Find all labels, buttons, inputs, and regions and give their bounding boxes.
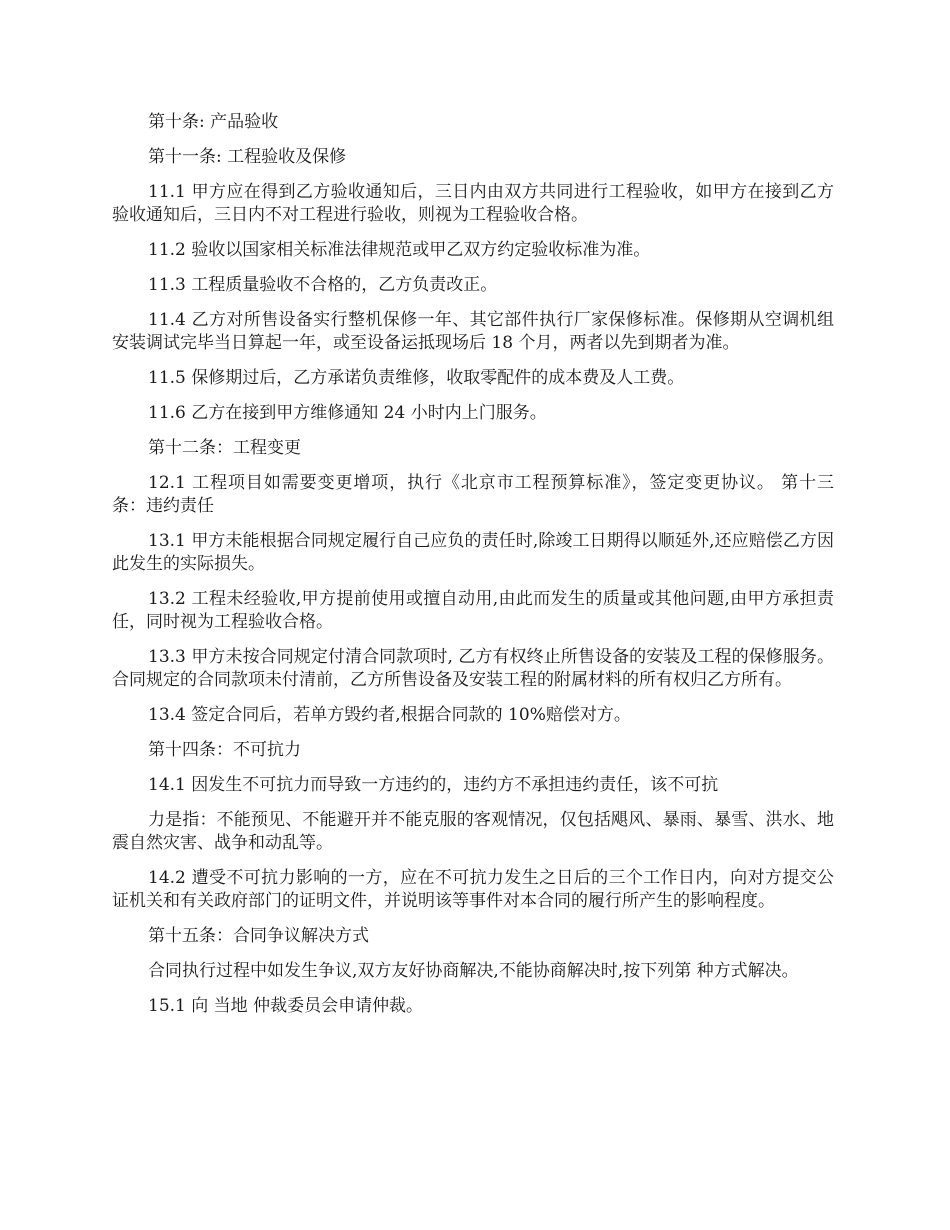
clause-13-1: 13.1 甲方未能根据合同规定履行自己应负的责任时,除竣工日期得以顺延外,还应赔偿乙方因此发生的实际损失。 — [112, 531, 834, 574]
clause-11-1: 11.1 甲方应在得到乙方验收通知后，三日内由双方共同进行工程验收，如甲方在接到乙方验收通知后，三日内不对工程进行验收，则视为工程验收合格。 — [112, 182, 834, 225]
clause-11-3: 11.3 工程质量验收不合格的，乙方负责改正。 — [148, 275, 498, 295]
document-body — [112, 111, 834, 1030]
article-12-heading: 第十二条：工程变更 — [148, 438, 301, 458]
clause-13-4: 13.4 签定合同后，若单方毁约者,根据合同款的 10%赔偿对方。 — [148, 705, 631, 725]
clause-12-1: 12.1 工程项目如需要变更增项，执行《北京市工程预算标准》，签定变更协议。 第十三条：违约责任 — [112, 473, 834, 516]
clause-11-2: 11.2 验收以国家相关标准法律规范或甲乙双方约定验收标准为准。 — [148, 240, 651, 260]
clause-15-1: 15.1 向 当地 仲裁委员会申请仲裁。 — [148, 996, 424, 1016]
clause-11-6: 11.6 乙方在接到甲方维修通知 24 小时内上门服务。 — [148, 403, 547, 423]
article-15-heading: 第十五条：合同争议解决方式 — [148, 926, 369, 946]
clause-14-1-continued: 力是指：不能预见、不能避开并不能克服的客观情况，仅包括飓风、暴雨、暴雪、洪水、地震自然灾害、战争和动乱等。 — [112, 810, 834, 853]
clause-11-4: 11.4 乙方对所售设备实行整机保修一年、其它部件执行厂家保修标准。保修期从空调机组安装调试完毕当日算起一年，或至设备运抵现场后 18 个月，两者以先到期者为准。 — [112, 310, 834, 353]
clause-14-1: 14.1 因发生不可抗力而导致一方违约的，违约方不承担违约责任，该不可抗 — [148, 775, 719, 795]
article-10-heading: 第十条: 产品验收 — [148, 112, 279, 132]
clause-13-2: 13.2 工程未经验收,甲方提前使用或擅自动用,由此而发生的质量或其他问题,由甲方承担责任，同时视为工程验收合格。 — [112, 589, 834, 632]
article-15-intro: 合同执行过程中如发生争议,双方友好协商解决,不能协商解决时,按下列第 种方式解决。 — [148, 961, 799, 981]
article-11-heading: 第十一条: 工程验收及保修 — [148, 147, 347, 167]
clause-11-5: 11.5 保修期过后，乙方承诺负责维修，收取零配件的成本费及人工费。 — [148, 368, 685, 388]
clause-13-3: 13.3 甲方未按合同规定付清合同款项时, 乙方有权终止所售设备的安装及工程的保修服务。合同规定的合同款项未付清前，乙方所售设备及安装工程的附属材料的所有权归乙方所有。 — [112, 647, 834, 690]
clause-14-2: 14.2 遭受不可抗力影响的一方，应在不可抗力发生之日后的三个工作日内，向对方提交公证机关和有关政府部门的证明文件，并说明该等事件对本合同的履行所产生的影响程度。 — [112, 868, 834, 911]
article-14-heading: 第十四条：不可抗力 — [148, 740, 301, 760]
